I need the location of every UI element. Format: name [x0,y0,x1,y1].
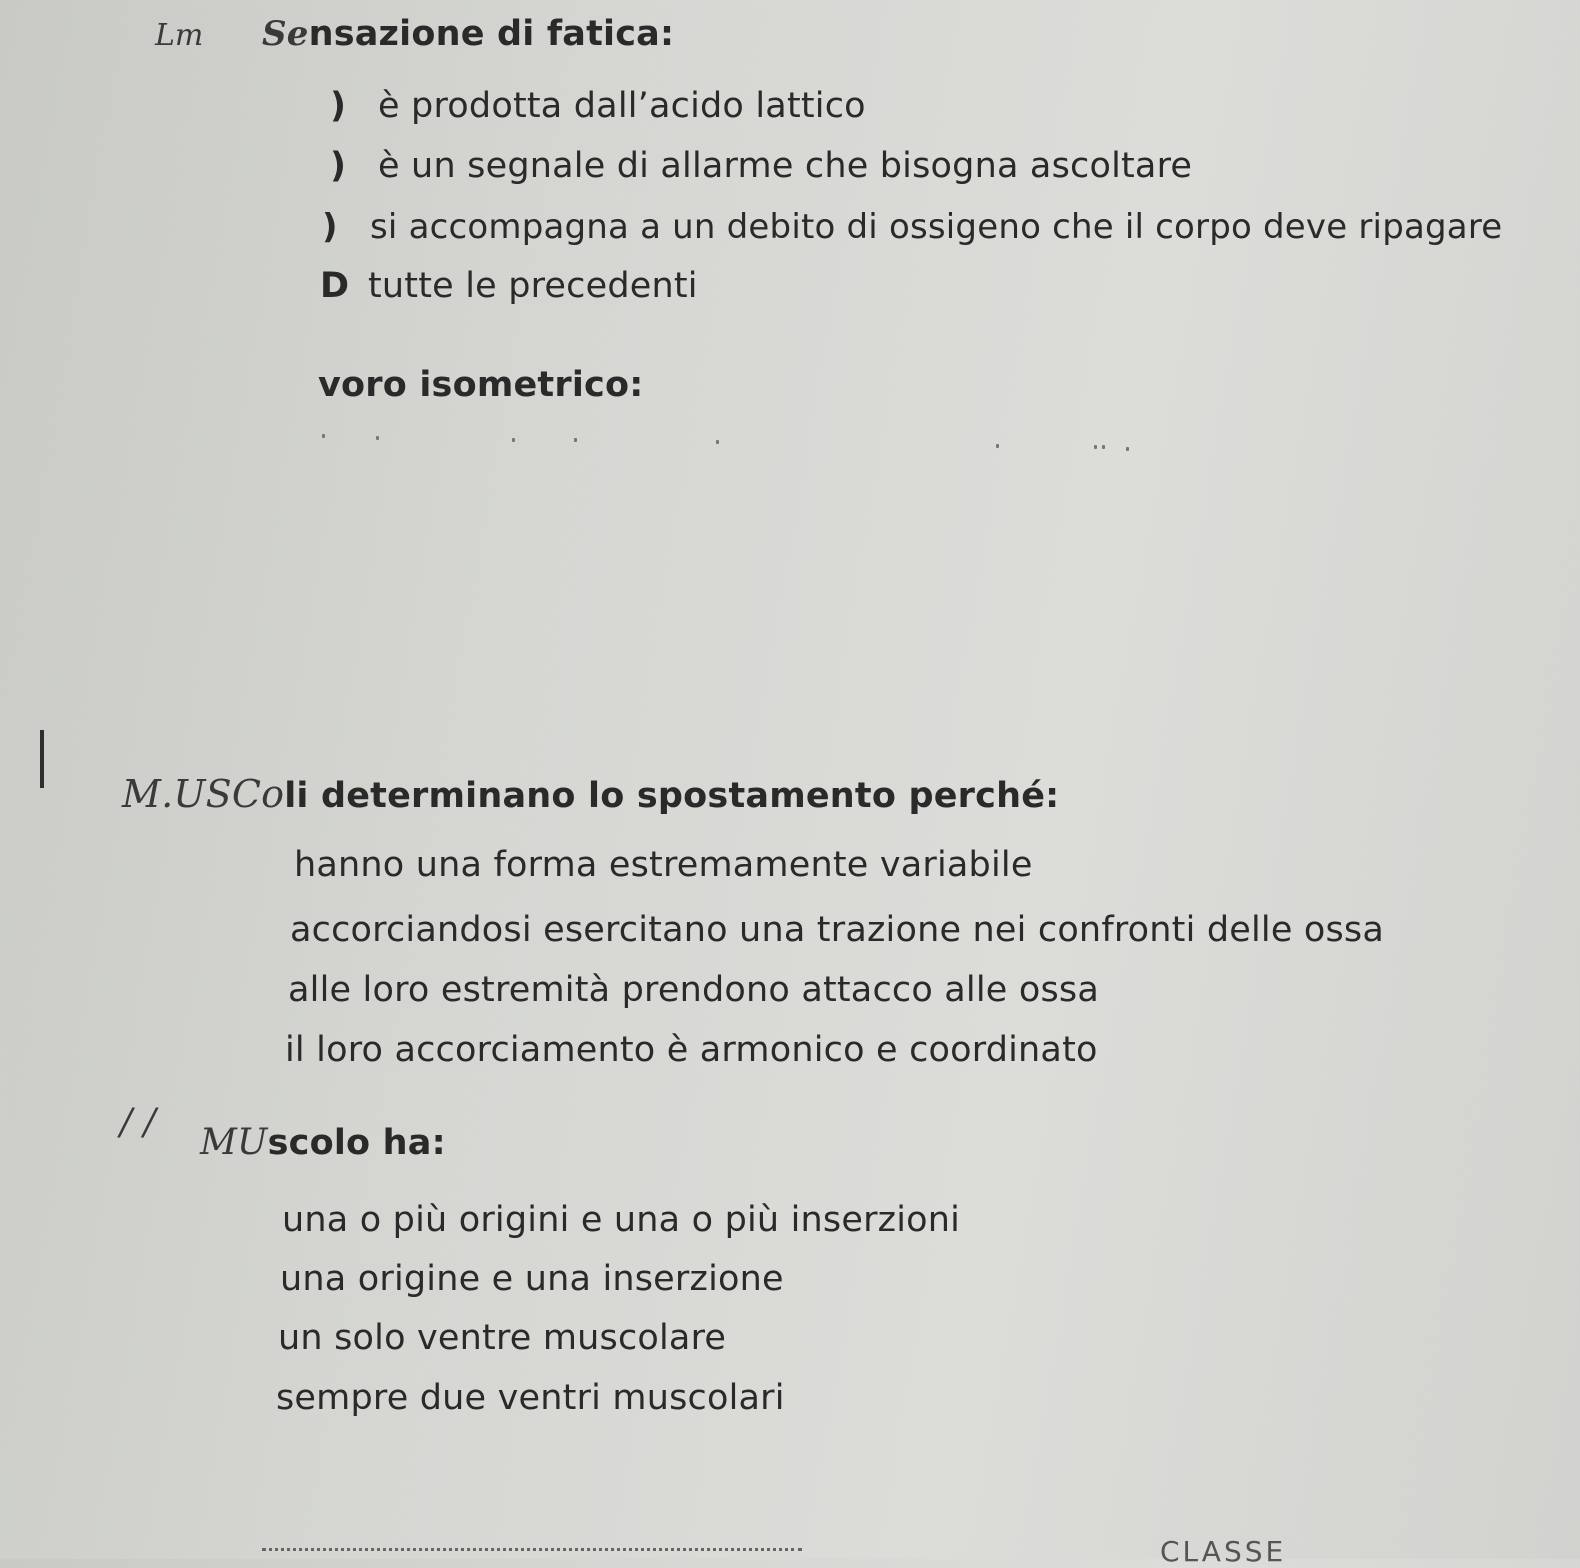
question-2-title: voro isometrico: [318,365,644,405]
option-text: tutte le precedenti [368,266,698,306]
question-1-stem: nsazione di fatica: [308,14,675,54]
option-bullet: ) [330,146,347,186]
question-4-option-4: sempre due ventri muscolari [276,1378,785,1418]
question-3-title [122,772,1059,816]
question-1-option-2 [330,146,1192,186]
question-3-option-1: hanno una forma estremamente variabile [294,845,1033,885]
handwritten-word: M.USCo [122,772,285,816]
question-3-option-2: accorciandosi esercitano una trazione nei confronti delle ossa [290,910,1385,950]
option-text: è un segnale di allarme che bisogna ascoltare [378,146,1193,186]
margin-mark [40,730,44,788]
question-1-option-4 [320,266,698,306]
question-3-stem: li determinano lo spostamento perché: [284,776,1060,816]
handwritten-strokes: / / [120,1102,156,1143]
question-4-stem: scolo ha: [267,1123,446,1163]
question-1-option-1 [330,86,866,126]
question-3-option-4: il loro accorciamento è armonico e coordinato [285,1030,1098,1070]
question-4-title [200,1122,446,1163]
option-bullet: ) [330,86,347,126]
option-text: è prodotta dall’acido lattico [378,86,866,126]
question-1-title [262,14,674,54]
question-4-option-3: un solo ventre muscolare [278,1318,727,1358]
question-3-option-3: alle loro estremità prendono attacco alle ossa [288,970,1099,1010]
handwritten-prefix: Lm [155,18,204,53]
option-bullet: D [320,266,350,306]
handwritten-word: MU [200,1122,268,1163]
handwritten-correction: Se [262,14,309,54]
footer-dotted-line [262,1548,802,1551]
question-4-option-2: una origine e una inserzione [280,1259,784,1299]
question-4-option-1: una o più origini e una o più inserzioni [282,1200,961,1240]
option-text: si accompagna a un debito di ossigeno che il corpo deve ripagare [370,207,1503,247]
footer-label: CLASSE [1160,1535,1287,1568]
question-1-option-3 [322,207,1502,247]
option-bullet: ) [322,207,338,247]
